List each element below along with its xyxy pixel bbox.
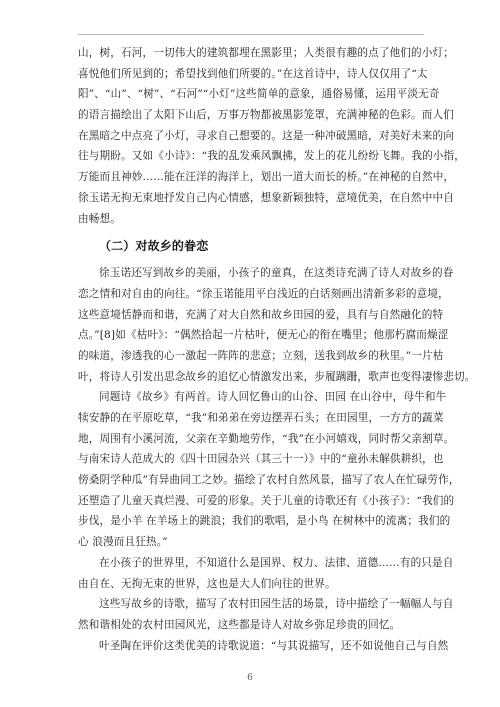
section-heading: （二）对故乡的眷恋: [99, 239, 209, 254]
text-line: 徐玉诺无拘无束地抒发自己内心情感，想象新颖独特，意境优美，在自然中中自: [78, 191, 455, 204]
header-rule: [78, 34, 424, 35]
text-line: 由畅想。: [78, 212, 121, 225]
text-line: 恋之情和对自由的向往。“徐玉诺能用平白浅近的白话刻画出清新多彩的意境，: [78, 287, 449, 300]
text-line: 万能而且神妙……能在汪洋的海洋上，划出一道大而长的桥。”在神秘的自然中，: [78, 171, 455, 184]
text-line: 同题诗《故乡》有两首。诗人回忆鲁山的山谷、田园 在山谷中，母牛和牛: [99, 391, 447, 404]
text-line: 喜悦他们所见到的；希望找到他们所要的。”在这首诗中，诗人仅仅用了“太: [78, 67, 428, 80]
text-line: 傍桑阴学种瓜”有异曲同工之妙。描绘了农村自然风景，描写了农人在忙碌劳作，: [78, 474, 460, 487]
text-line: 这些写故乡的诗歌，描写了农村田园生活的场景，诗中描绘了一幅幅人与自: [99, 598, 454, 611]
text-line: 阳”、“山”、“树”、“石河”“小灯”这些简单的意象，通俗易懂，运用平淡无奇: [78, 88, 440, 101]
text-line: 然和谐相处的农村田园风光，这些都是诗人对故乡弥足珍贵的回忆。: [78, 618, 401, 631]
text-line: 叶，将诗人引发出思念故乡的追忆心情激发出来，步履蹒跚，歌声也变得凄惨悲切。: [78, 370, 476, 383]
text-line: 由自在、无拘无束的世界，这也是大人们向往的世界。: [78, 577, 336, 590]
text-line: 在黑暗之中点亮了小灯，寻求自己想要的。这是一种冲破黑暗，对美好未来的向: [78, 129, 455, 142]
text-line: 在小孩子的世界里，不知道什么是国界、权力、法律、道德……有的只是自: [99, 556, 454, 569]
text-line: 与南宋诗人范成大的《四十田园杂兴（其三十一）》中的“童孙未解供耕织，也: [78, 453, 444, 466]
text-line: 山，树，石河，一切伟大的建筑都埋在黑影里；人类很有趣的点了他们的小灯；: [78, 47, 455, 59]
text-line: 步伐，是小羊 在羊场上的跳浪；我们的歌唱，是小鸟 在树林中的流离；我们的: [78, 515, 451, 528]
text-line: 还塑造了儿童天真烂漫、可爱的形象。关于儿童的诗歌还有《小孩子》：“我们的: [78, 494, 455, 507]
text-line: 叶圣陶在评价这类优美的诗歌说道：“与其说描写，还不如说他自己与自然: [99, 639, 449, 652]
text-line: 点。”[8]如《枯叶》：“偶然拾起一片枯叶，便无心的衔在嘴里；他那朽腐而燥涩: [78, 329, 449, 342]
text-line: 这些意境恬静而和谐，充满了对大自然和故乡田园的爱，具有与自然融化的特: [78, 308, 444, 321]
text-line: 犊安静的在平原吃草，“我”和弟弟在旁边摆弄石头；在田园里，一方方的蔬菜: [78, 412, 444, 424]
text-line: 地，周围有小溪河流，父亲在辛勤地劳作，“我”在小河嬉戏，同时帮父亲割草。: [78, 432, 455, 445]
text-line: 的味道，渗透我的心一激起一阵阵的悲意；立刻，送我到故乡的秋里。”一片枯: [78, 349, 444, 362]
page-number: 6: [247, 673, 253, 683]
body-text: [78, 43, 476, 656]
text-line: 的语言描绘出了太阳下山后，万事万物都被黑影笼罩，充满神秘的色彩。而人们: [78, 109, 455, 122]
text-line: 往与期盼。又如《小诗》：“我的乱发乘风飘拂，发上的花儿纷纷飞舞。我的小指，: [78, 150, 466, 163]
text-line: 徐玉诺还写到故乡的美丽，小孩子的童真，在这类诗充满了诗人对故乡的眷: [99, 267, 454, 280]
text-line: 心 浪漫而且狂热。”: [78, 536, 168, 549]
